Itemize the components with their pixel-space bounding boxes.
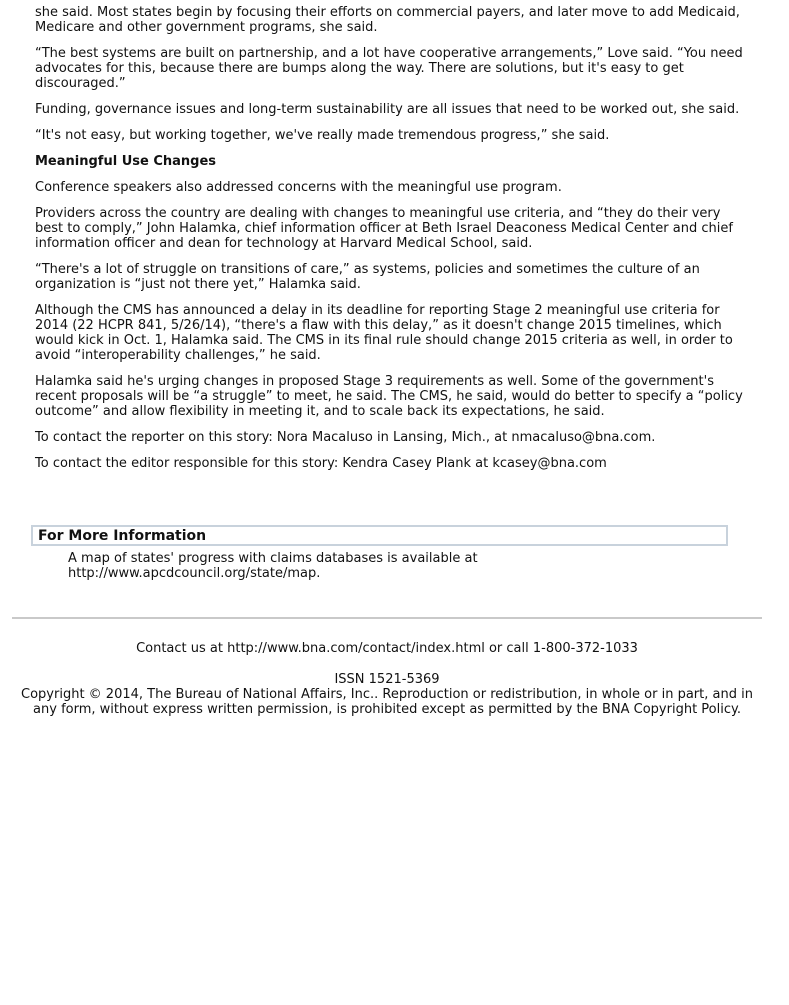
article-paragraph: Although the CMS has announced a delay in its deadline for reporting Stage 2 meaningful use criteria for 2014 (22 HCPR 841, 5/26/14), “there's a flaw with this delay,” as it doesn't change 2015 timelines, which would kick in Oct. 1, Halamka said. The CMS in its final rule should change 2015 criteria as well, in order to avoid “interoperability challenges,” he said.: [35, 303, 733, 363]
article-paragraph: “It's not easy, but working together, we've really made tremendous progress,” she said.: [35, 128, 610, 143]
more-info-box: [31, 525, 728, 546]
article-paragraph: “The best systems are built on partnership, and a lot have cooperative arrangements,” Love said. “You need advocates for this, because there are bumps along the way. There are solutions, but it's easy to get discouraged.”: [35, 46, 743, 91]
article-paragraph: she said. Most states begin by focusing their efforts on commercial payers, and later move to add Medicaid, Medicare and other government programs, she said.: [35, 5, 740, 35]
section-subhead: Meaningful Use Changes: [35, 154, 217, 169]
more-info-text: A map of states' progress with claims databases is available at http://www.apcdcouncil.org/state/map.: [68, 551, 478, 581]
footer-divider: [12, 617, 762, 619]
article-paragraph: Conference speakers also addressed concerns with the meaningful use program.: [35, 180, 562, 195]
article-body: [35, 5, 745, 482]
footer-copyright: Copyright © 2014, The Bureau of National Affairs, Inc.. Reproduction or redistribution, in whole or in part, and in any form, without express written permission, is prohibited except as permitted by the BNA Copyright Policy.: [21, 687, 753, 717]
article-paragraph: Providers across the country are dealing with changes to meaningful use criteria, and “they do their very best to comply,” John Halamka, chief information officer at Beth Israel Deaconess Medical Center and chief information officer and dean for technology at Harvard Medical School, said.: [35, 206, 733, 251]
editor-contact: To contact the editor responsible for this story: Kendra Casey Plank at kcasey@bna.com: [35, 456, 607, 471]
footer-contact: Contact us at http://www.bna.com/contact/index.html or call 1-800-372-1033: [136, 641, 638, 656]
article-paragraph: Funding, governance issues and long-term sustainability are all issues that need to be worked out, she said.: [35, 102, 740, 117]
article-paragraph: “There's a lot of struggle on transitions of care,” as systems, policies and sometimes the culture of an organization is “just not there yet,” Halamka said.: [35, 262, 700, 292]
footer-issn: ISSN 1521-5369: [334, 672, 440, 687]
reporter-contact: To contact the reporter on this story: Nora Macaluso in Lansing, Mich., at nmacaluso@bna.com.: [35, 430, 656, 445]
more-info-title: For More Information: [38, 528, 207, 544]
article-paragraph: Halamka said he's urging changes in proposed Stage 3 requirements as well. Some of the government's recent proposals will be “a struggle” to meet, he said. The CMS, he said, would do better to specify a “policy outcome” and allow flexibility in meeting it, and to scale back its expectations, he said.: [35, 374, 743, 419]
